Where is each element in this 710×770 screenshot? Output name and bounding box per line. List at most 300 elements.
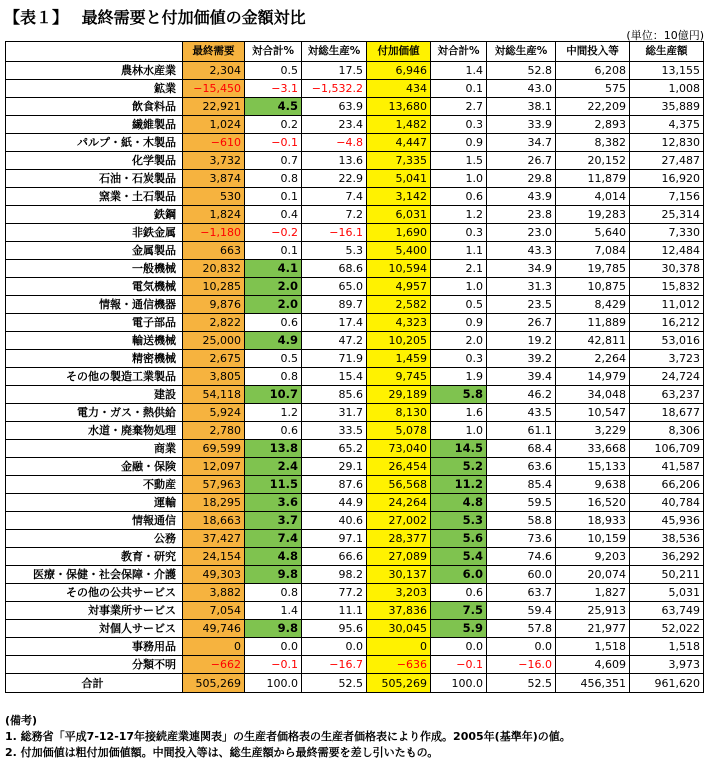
cell-fdp: 0.8 [245,170,302,188]
cell-vat: 39.2 [487,350,556,368]
cell-va: 3,142 [367,188,431,206]
header-va-share-production: 対総生産% [487,42,556,62]
cell-fdp: 0.0 [245,638,302,656]
table-row [6,620,704,638]
cell-fdt: 31.7 [302,404,367,422]
cell-fdp: 0.5 [245,350,302,368]
cell-vap: 1.4 [431,62,487,80]
header-value-added: 付加価値 [367,42,431,62]
cell-fd: 1,824 [183,206,245,224]
table-row [6,422,704,440]
header-intermediate-input: 中間投入等 [556,42,630,62]
cell-fdp: 1.4 [245,602,302,620]
cell-industry-name: パルプ・紙・木製品 [6,134,183,152]
cell-vat: 26.7 [487,152,556,170]
cell-tp: 3,973 [630,656,704,674]
cell-industry-name: 情報・通信機器 [6,296,183,314]
cell-fdt: 5.3 [302,242,367,260]
cell-fdp: 0.7 [245,152,302,170]
table-row [6,62,704,80]
cell-vat: 73.6 [487,530,556,548]
cell-vap: 1.0 [431,170,487,188]
cell-fd: 3,732 [183,152,245,170]
cell-fdp: 4.5 [245,98,302,116]
cell-vap: 1.6 [431,404,487,422]
cell-va: 4,323 [367,314,431,332]
cell-fdt: 33.5 [302,422,367,440]
header-row [6,42,704,62]
cell-tp: 4,375 [630,116,704,134]
cell-mi: 15,133 [556,458,630,476]
cell-vap: 1.9 [431,368,487,386]
cell-va: 9,745 [367,368,431,386]
cell-industry-name: 運輸 [6,494,183,512]
cell-vap: 5.4 [431,548,487,566]
cell-fd: 25,000 [183,332,245,350]
cell-va: 1,459 [367,350,431,368]
cell-industry-name: 対個人サービス [6,620,183,638]
cell-fd: 49,303 [183,566,245,584]
cell-industry-name: 一般機械 [6,260,183,278]
cell-tp: 1,518 [630,638,704,656]
cell-vat: 19.2 [487,332,556,350]
cell-vat: 59.5 [487,494,556,512]
cell-vap: 6.0 [431,566,487,584]
cell-vat: 0.0 [487,638,556,656]
table-row [6,242,704,260]
table-row [6,458,704,476]
table-row [6,656,704,674]
cell-fd: 530 [183,188,245,206]
cell-vap: −0.1 [431,656,487,674]
cell-mi: 20,152 [556,152,630,170]
cell-va: 6,946 [367,62,431,80]
cell-industry-name: 公務 [6,530,183,548]
cell-vat: 23.8 [487,206,556,224]
cell-fdp: −0.1 [245,656,302,674]
cell-mi: 14,979 [556,368,630,386]
cell-mi: 19,785 [556,260,630,278]
header-va-share-total: 対合計% [431,42,487,62]
cell-va: 7,335 [367,152,431,170]
cell-fdt: 68.6 [302,260,367,278]
cell-fdt: 15.4 [302,368,367,386]
cell-va: 3,203 [367,584,431,602]
cell-vat: −16.0 [487,656,556,674]
cell-vap: 14.5 [431,440,487,458]
cell-tp: 66,206 [630,476,704,494]
cell-fdp: 2.0 [245,278,302,296]
cell-tp: 12,830 [630,134,704,152]
cell-mi: 11,889 [556,314,630,332]
cell-vat: 63.6 [487,458,556,476]
cell-fdp: 4.1 [245,260,302,278]
cell-fd: 20,832 [183,260,245,278]
cell-va: 73,040 [367,440,431,458]
cell-fd: −1,180 [183,224,245,242]
note-1: 1. 総務省「平成7-12-17年接続産業連関表」の生産者価格表の生産者価格表により作成。2005年(基準年)の値。 [5,730,571,743]
cell-fdt: 13.6 [302,152,367,170]
cell-vat: 33.9 [487,116,556,134]
cell-tp: 38,536 [630,530,704,548]
cell-tp: 45,936 [630,512,704,530]
cell-tp: 63,237 [630,386,704,404]
cell-fd: 57,963 [183,476,245,494]
cell-industry-name: 事務用品 [6,638,183,656]
cell-fd: 3,805 [183,368,245,386]
cell-vap: 1.2 [431,206,487,224]
cell-va: 4,447 [367,134,431,152]
cell-fd: 22,921 [183,98,245,116]
cell-industry-name: 窯業・土石製品 [6,188,183,206]
cell-va: 6,031 [367,206,431,224]
note-2: 2. 付加価値は粗付加価値額。中間投入等は、総生産額から最終需要を差し引いたもの。 [5,746,439,759]
cell-fd: 3,882 [183,584,245,602]
cell-fd: 3,874 [183,170,245,188]
table-row [6,98,704,116]
cell-mi: 21,977 [556,620,630,638]
cell-industry-name: 電子部品 [6,314,183,332]
table-row [6,152,704,170]
cell-fdt: 89.7 [302,296,367,314]
cell-fd: −15,450 [183,80,245,98]
cell-fdp: 7.4 [245,530,302,548]
cell-vat: 60.0 [487,566,556,584]
cell-tp: 5,031 [630,584,704,602]
cell-mi: 22,209 [556,98,630,116]
header-blank [6,42,183,62]
table-row [6,386,704,404]
cell-industry-name: 金融・保険 [6,458,183,476]
cell-industry-name: 金属製品 [6,242,183,260]
cell-mi: 9,638 [556,476,630,494]
cell-va: 1,690 [367,224,431,242]
table-row [6,512,704,530]
cell-va: 26,454 [367,458,431,476]
cell-mi: 4,014 [556,188,630,206]
cell-fdp: 10.7 [245,386,302,404]
cell-fd: 12,097 [183,458,245,476]
cell-va: 10,594 [367,260,431,278]
cell-fdt: 11.1 [302,602,367,620]
cell-tp: 7,156 [630,188,704,206]
cell-vat: 23.0 [487,224,556,242]
cell-fd: 49,746 [183,620,245,638]
cell-fd: 10,285 [183,278,245,296]
cell-vap: 0.6 [431,188,487,206]
cell-va: 27,089 [367,548,431,566]
cell-vap: 0.3 [431,224,487,242]
cell-fd: 54,118 [183,386,245,404]
cell-industry-name: 化学製品 [6,152,183,170]
cell-mi: 5,640 [556,224,630,242]
cell-va: 37,836 [367,602,431,620]
cell-mi: 34,048 [556,386,630,404]
cell-tp: 36,292 [630,548,704,566]
cell-fd: 24,154 [183,548,245,566]
cell-va: 24,264 [367,494,431,512]
cell-mi: 3,229 [556,422,630,440]
table-row [6,116,704,134]
cell-industry-name: 石油・石炭製品 [6,170,183,188]
cell-va: 505,269 [367,674,431,693]
cell-vap: 4.8 [431,494,487,512]
cell-mi: 2,264 [556,350,630,368]
cell-vat: 43.0 [487,80,556,98]
cell-fdt: 17.4 [302,314,367,332]
table-row [6,494,704,512]
cell-fdp: −3.1 [245,80,302,98]
cell-industry-name: 鉱業 [6,80,183,98]
cell-mi: 25,913 [556,602,630,620]
cell-va: 28,377 [367,530,431,548]
cell-fdp: 1.2 [245,404,302,422]
cell-fdt: 22.9 [302,170,367,188]
cell-fd: 9,876 [183,296,245,314]
cell-vat: 43.9 [487,188,556,206]
cell-vat: 74.6 [487,548,556,566]
cell-tp: 3,723 [630,350,704,368]
table-row [6,296,704,314]
table-row [6,602,704,620]
cell-va: 30,045 [367,620,431,638]
cell-fdp: 0.4 [245,206,302,224]
table-row [6,314,704,332]
cell-mi: 7,084 [556,242,630,260]
cell-fd: 2,304 [183,62,245,80]
cell-va: 1,482 [367,116,431,134]
cell-fdp: 3.6 [245,494,302,512]
cell-fdp: 2.4 [245,458,302,476]
cell-fdp: 0.8 [245,368,302,386]
cell-vap: 5.8 [431,386,487,404]
cell-fdp: 0.1 [245,188,302,206]
cell-vap: 1.5 [431,152,487,170]
table-row [6,548,704,566]
cell-vat: 34.9 [487,260,556,278]
table-row [6,188,704,206]
table-row [6,332,704,350]
cell-va: 30,137 [367,566,431,584]
unit-label: (単位：10億円) [626,29,704,42]
table-row [6,224,704,242]
cell-tp: 7,330 [630,224,704,242]
cell-va: 5,400 [367,242,431,260]
cell-vap: 1.0 [431,278,487,296]
cell-tp: 106,709 [630,440,704,458]
cell-fdt: 71.9 [302,350,367,368]
cell-vat: 57.8 [487,620,556,638]
cell-vat: 34.7 [487,134,556,152]
cell-industry-name: 対事業所サービス [6,602,183,620]
header-fd-share-total: 対合計% [245,42,302,62]
cell-fdt: 0.0 [302,638,367,656]
cell-vap: 0.3 [431,350,487,368]
cell-mi: 8,429 [556,296,630,314]
cell-fdp: 100.0 [245,674,302,693]
cell-fdt: 63.9 [302,98,367,116]
cell-fdt: 44.9 [302,494,367,512]
cell-fdt: 17.5 [302,62,367,80]
cell-industry-name: その他の公共サービス [6,584,183,602]
cell-tp: 40,784 [630,494,704,512]
cell-fdt: 29.1 [302,458,367,476]
cell-tp: 50,211 [630,566,704,584]
cell-vat: 23.5 [487,296,556,314]
cell-tp: 15,832 [630,278,704,296]
cell-vat: 38.1 [487,98,556,116]
cell-fdt: 97.1 [302,530,367,548]
table-row [6,80,704,98]
cell-fd: 505,269 [183,674,245,693]
cell-fd: 1,024 [183,116,245,134]
cell-fdp: 11.5 [245,476,302,494]
cell-fdt: −4.8 [302,134,367,152]
cell-fdt: 65.0 [302,278,367,296]
cell-vap: 5.9 [431,620,487,638]
cell-tp: 12,484 [630,242,704,260]
cell-mi: 575 [556,80,630,98]
cell-tp: 41,587 [630,458,704,476]
cell-industry-name: 水道・廃棄物処理 [6,422,183,440]
cell-vat: 43.5 [487,404,556,422]
cell-fdp: −0.1 [245,134,302,152]
cell-va: 8,130 [367,404,431,422]
cell-mi: 42,811 [556,332,630,350]
cell-fdp: 0.6 [245,422,302,440]
cell-mi: 456,351 [556,674,630,693]
cell-tp: 16,212 [630,314,704,332]
cell-tp: 25,314 [630,206,704,224]
cell-fdt: 77.2 [302,584,367,602]
cell-vat: 31.3 [487,278,556,296]
cell-fd: 5,924 [183,404,245,422]
header-total-production: 総生産額 [630,42,704,62]
cell-vat: 85.4 [487,476,556,494]
cell-fd: −662 [183,656,245,674]
cell-va: 29,189 [367,386,431,404]
cell-fdt: 95.6 [302,620,367,638]
cell-fdt: 52.5 [302,674,367,693]
cell-fdt: 7.2 [302,206,367,224]
cell-industry-name: 農林水産業 [6,62,183,80]
cell-industry-name: 商業 [6,440,183,458]
cell-va: 5,078 [367,422,431,440]
cell-fdt: 65.2 [302,440,367,458]
cell-mi: 4,609 [556,656,630,674]
header-fd-share-production: 対総生産% [302,42,367,62]
cell-va: 5,041 [367,170,431,188]
cell-vap: 2.0 [431,332,487,350]
table-row [6,530,704,548]
cell-va: 56,568 [367,476,431,494]
cell-vat: 52.5 [487,674,556,693]
cell-fdt: 85.6 [302,386,367,404]
cell-mi: 11,879 [556,170,630,188]
cell-va: −636 [367,656,431,674]
cell-tp: 16,920 [630,170,704,188]
cell-vap: 0.3 [431,116,487,134]
cell-vat: 39.4 [487,368,556,386]
cell-tp: 53,016 [630,332,704,350]
cell-fd: 2,675 [183,350,245,368]
table-row [6,350,704,368]
cell-vat: 43.3 [487,242,556,260]
cell-industry-name: 情報通信 [6,512,183,530]
cell-mi: 16,520 [556,494,630,512]
table-title: 【表１】 最終需要と付加価値の金額対比 [4,8,306,27]
cell-tp: 35,889 [630,98,704,116]
cell-tp: 30,378 [630,260,704,278]
cell-vap: 0.9 [431,314,487,332]
cell-vat: 29.8 [487,170,556,188]
cell-industry-name: 精密機械 [6,350,183,368]
cell-fdp: 9.8 [245,566,302,584]
cell-industry-name: 教育・研究 [6,548,183,566]
cell-fd: 18,663 [183,512,245,530]
cell-fdt: −16.7 [302,656,367,674]
table-row [6,566,704,584]
cell-industry-name: 電力・ガス・熱供給 [6,404,183,422]
cell-vap: 100.0 [431,674,487,693]
cell-tp: 11,012 [630,296,704,314]
cell-mi: 8,382 [556,134,630,152]
cell-fdt: 87.6 [302,476,367,494]
cell-tp: 1,008 [630,80,704,98]
cell-vap: 1.0 [431,422,487,440]
cell-va: 27,002 [367,512,431,530]
cell-industry-name: 合計 [6,674,183,693]
value-table [5,41,704,693]
cell-va: 434 [367,80,431,98]
cell-vap: 5.2 [431,458,487,476]
cell-mi: 20,074 [556,566,630,584]
table-row [6,260,704,278]
cell-fdp: 2.0 [245,296,302,314]
cell-fdt: 47.2 [302,332,367,350]
cell-fd: 663 [183,242,245,260]
cell-tp: 24,724 [630,368,704,386]
total-row [6,674,704,693]
cell-tp: 63,749 [630,602,704,620]
cell-tp: 18,677 [630,404,704,422]
table-row [6,404,704,422]
cell-fdt: 40.6 [302,512,367,530]
cell-fdp: 0.2 [245,116,302,134]
cell-vat: 26.7 [487,314,556,332]
cell-vap: 2.1 [431,260,487,278]
cell-industry-name: 分類不明 [6,656,183,674]
cell-vap: 11.2 [431,476,487,494]
cell-industry-name: 輸送機械 [6,332,183,350]
cell-vap: 0.9 [431,134,487,152]
table-row [6,368,704,386]
table-row [6,440,704,458]
cell-vap: 2.7 [431,98,487,116]
cell-fdp: 4.9 [245,332,302,350]
cell-fdp: 0.1 [245,242,302,260]
cell-fdp: −0.2 [245,224,302,242]
cell-tp: 27,487 [630,152,704,170]
cell-vap: 5.6 [431,530,487,548]
cell-fd: 18,295 [183,494,245,512]
cell-industry-name: 電気機械 [6,278,183,296]
cell-fd: 37,427 [183,530,245,548]
cell-mi: 6,208 [556,62,630,80]
cell-vap: 0.0 [431,638,487,656]
cell-fdp: 3.7 [245,512,302,530]
cell-fdt: −1,532.2 [302,80,367,98]
